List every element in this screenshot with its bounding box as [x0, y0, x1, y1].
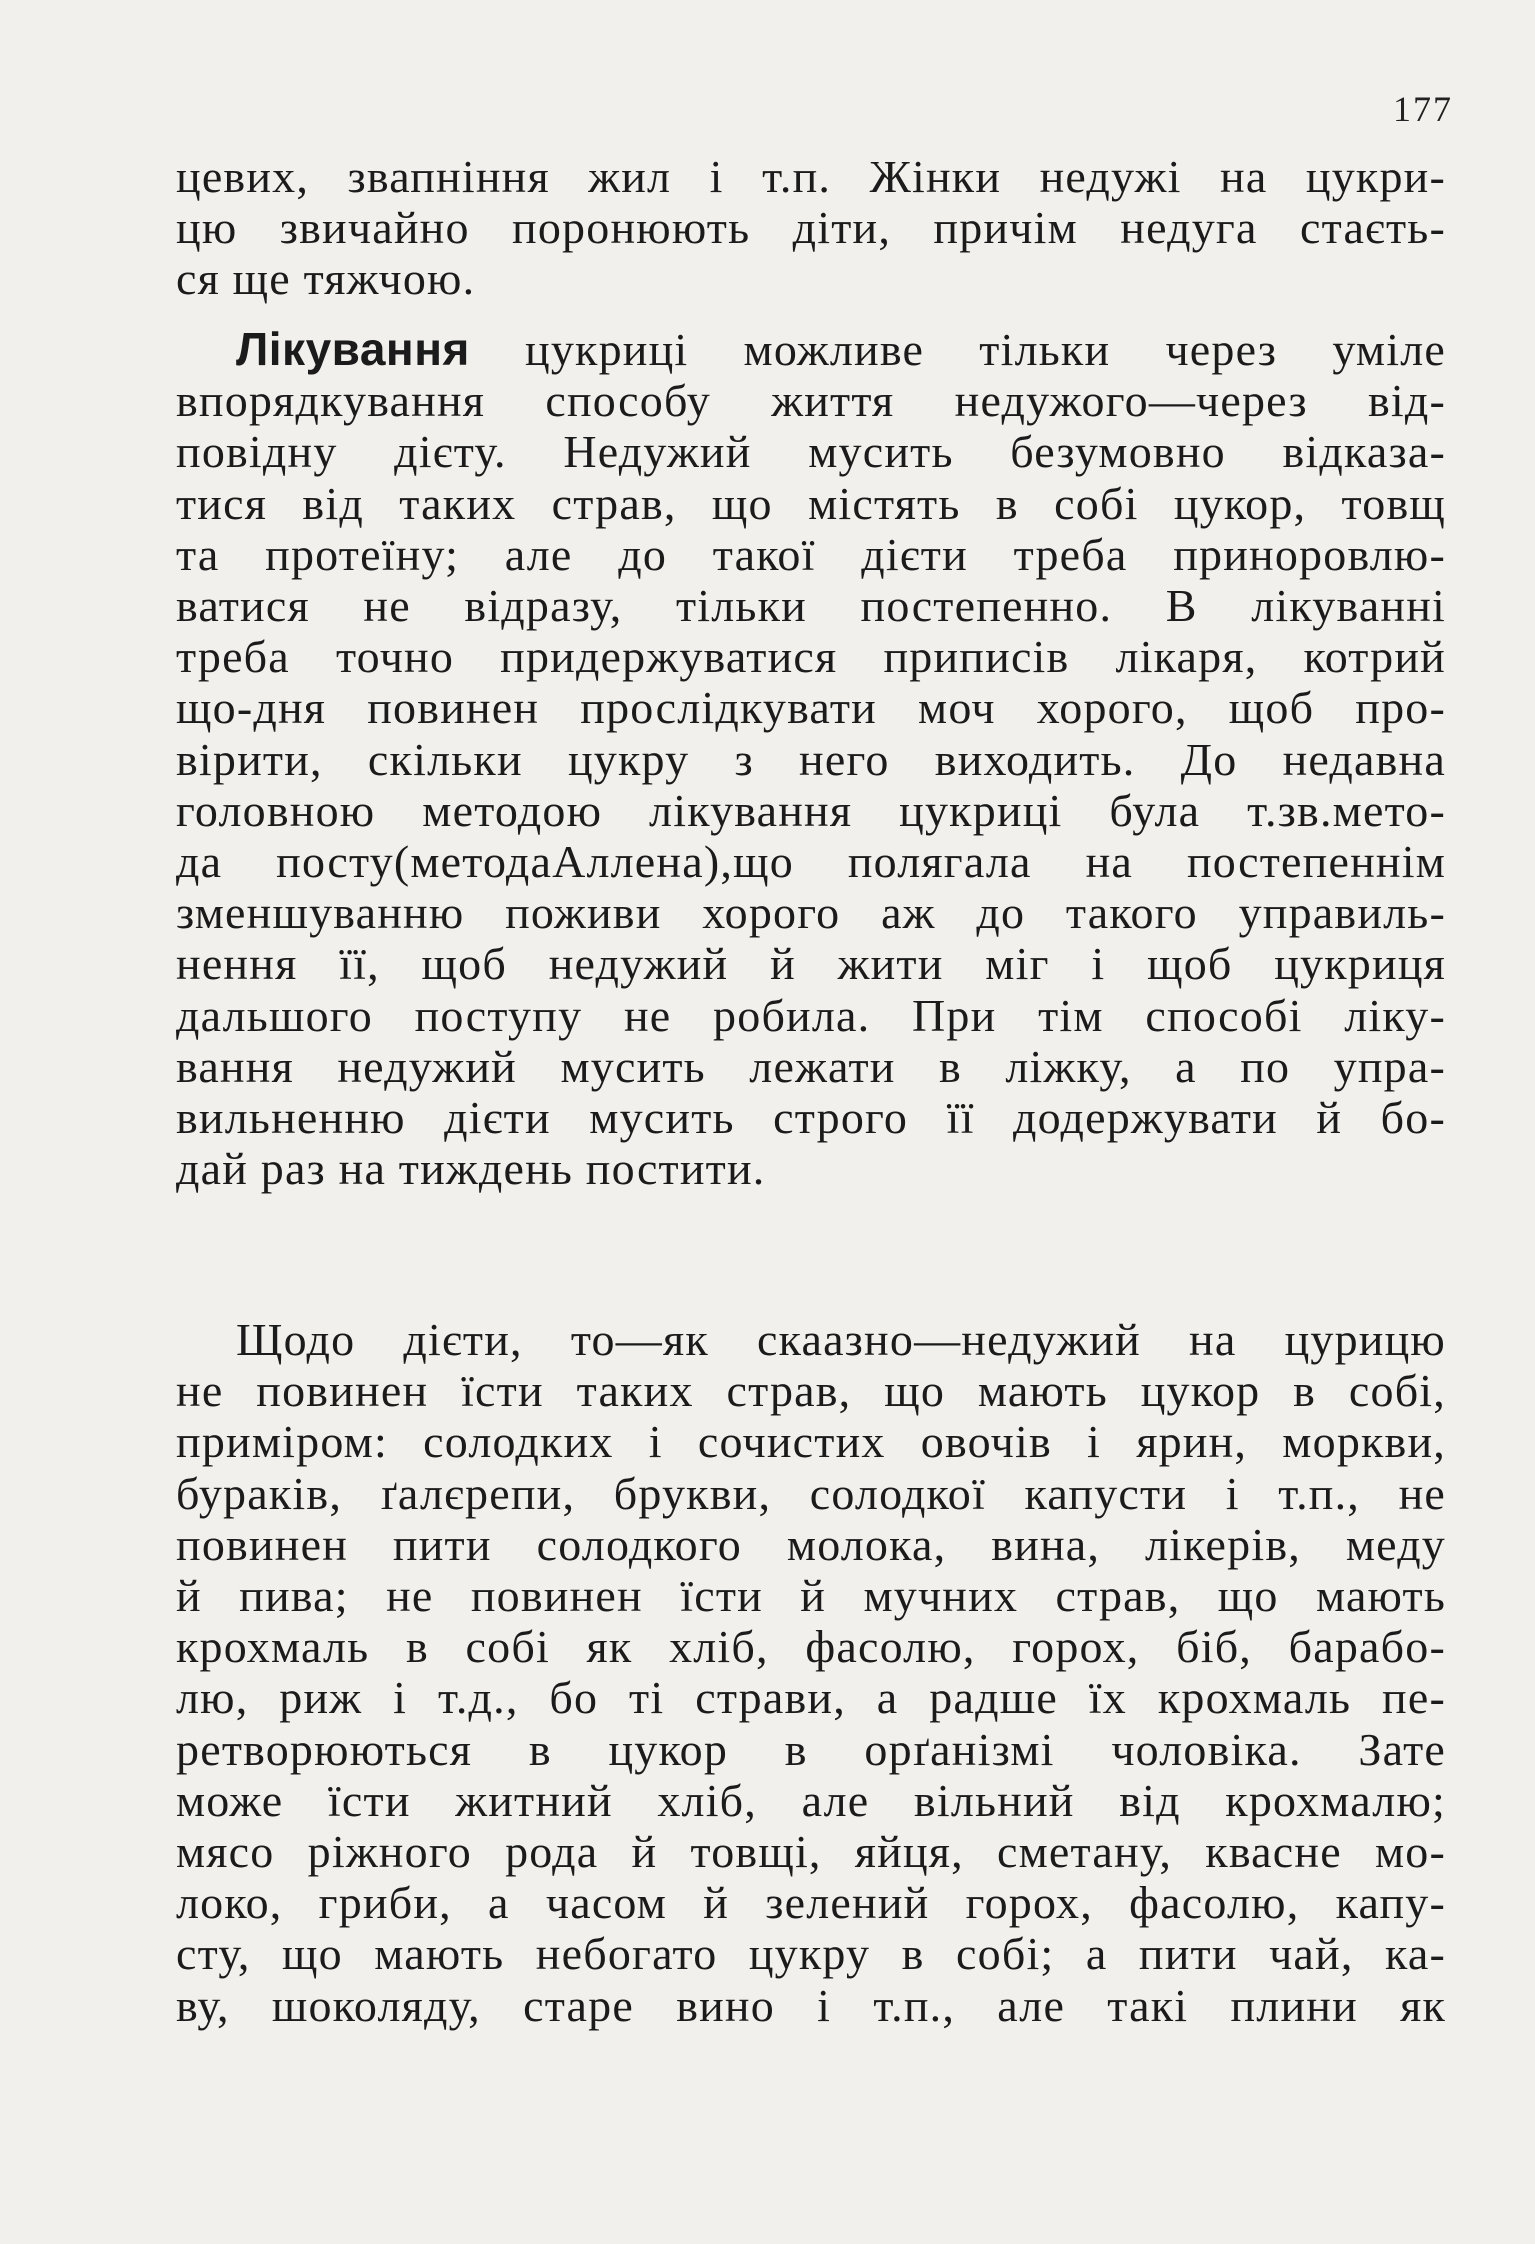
text-line: нення її, щоб недужий й жити міг і щоб цукриця: [176, 938, 1446, 990]
page-number: 177: [1393, 89, 1453, 129]
text-line: ретворюються в цукор в орґанізмі чоловіка. Зате: [176, 1723, 1446, 1775]
text-line: ву, шоколяду, старе вино і т.п., але такі плини як: [176, 1979, 1446, 2031]
text-line: дай раз на тиждень постити.: [176, 1143, 766, 1195]
text-line: вильненню дієти мусить строго її додержувати й бо-: [176, 1092, 1446, 1144]
text-line: да посту(методаАллена),що полягала на постепеннім: [176, 836, 1446, 888]
text-line: крохмаль в собі як хліб, фасолю, горох, біб, барабо-: [176, 1621, 1446, 1673]
paragraph-1: [176, 151, 1446, 305]
text-line: вірити, скільки цукру з него виходить. До недавна: [176, 733, 1446, 785]
text-line: мясо ріжного рода й товщі, яйця, сметану, квасне мо-: [176, 1826, 1446, 1878]
text-line: та протеїну; але до такої дієти треба приноровлю-: [176, 528, 1446, 580]
text-line-rest: цукриці можливе тільки через уміле: [469, 324, 1446, 375]
bold-term: Лікування: [236, 323, 470, 375]
text-line: ватися не відразу, тільки постепенно. В лікуванні: [176, 580, 1446, 632]
text-line: тися від таких страв, що містять в собі цукор, товщ: [176, 477, 1446, 529]
text-line: зменшуванню поживи хорого аж до такого управиль-: [176, 887, 1446, 939]
text-line: ся ще тяжчою.: [176, 253, 476, 305]
text-line: головною методою лікування цукриці була т.зв.мето-: [176, 784, 1446, 836]
text-line: сту, що мають небогато цукру в собі; а пити чай, ка-: [176, 1928, 1446, 1980]
text-line: дальшого поступу не робила. При тім способі ліку-: [176, 989, 1446, 1041]
paragraph-3: [176, 1314, 1446, 2031]
text-line: приміром: солодких і сочистих овочів і ярин, моркви,: [176, 1416, 1446, 1468]
text-line: цю звичайно поронюють діти, причім недуга стаєть-: [176, 202, 1446, 254]
text-line: не повинен їсти таких страв, що мають цукор в собі,: [176, 1365, 1446, 1417]
text-line: й пива; не повинен їсти й мучних страв, що мають: [176, 1570, 1446, 1622]
text-line: повідну дієту. Недужий мусить безумовно відказа-: [176, 426, 1446, 478]
paragraph-2: [176, 324, 1446, 1194]
text-line: Щодо дієти, то—як скаазно—недужий на цурицю: [236, 1314, 1446, 1365]
text-line: локо, гриби, а часом й зелений горох, фасолю, капу-: [176, 1877, 1446, 1929]
text-line: вання недужий мусить лежати в ліжку, а по упра-: [176, 1040, 1446, 1092]
text-line: повинен пити солодкого молока, вина, лікерів, меду: [176, 1518, 1446, 1570]
text-line: [176, 324, 1446, 375]
text-line: цевих, звапніння жил і т.п. Жінки недужі на цукри-: [176, 151, 1446, 202]
text-line: лю, риж і т.д., бо ті страви, а радше їх крохмаль пе-: [176, 1672, 1446, 1724]
text-line: що-дня повинен прослідкувати моч хорого, щоб про-: [176, 682, 1446, 734]
text-line: впорядкування способу життя недужого—через від-: [176, 375, 1446, 427]
text-line: треба точно придержуватися приписів лікаря, котрий: [176, 631, 1446, 683]
text-line: може їсти житний хліб, але вільний від крохмалю;: [176, 1774, 1446, 1826]
text-line: бураків, ґалєрепи, брукви, солодкої капусти і т.п., не: [176, 1467, 1446, 1519]
